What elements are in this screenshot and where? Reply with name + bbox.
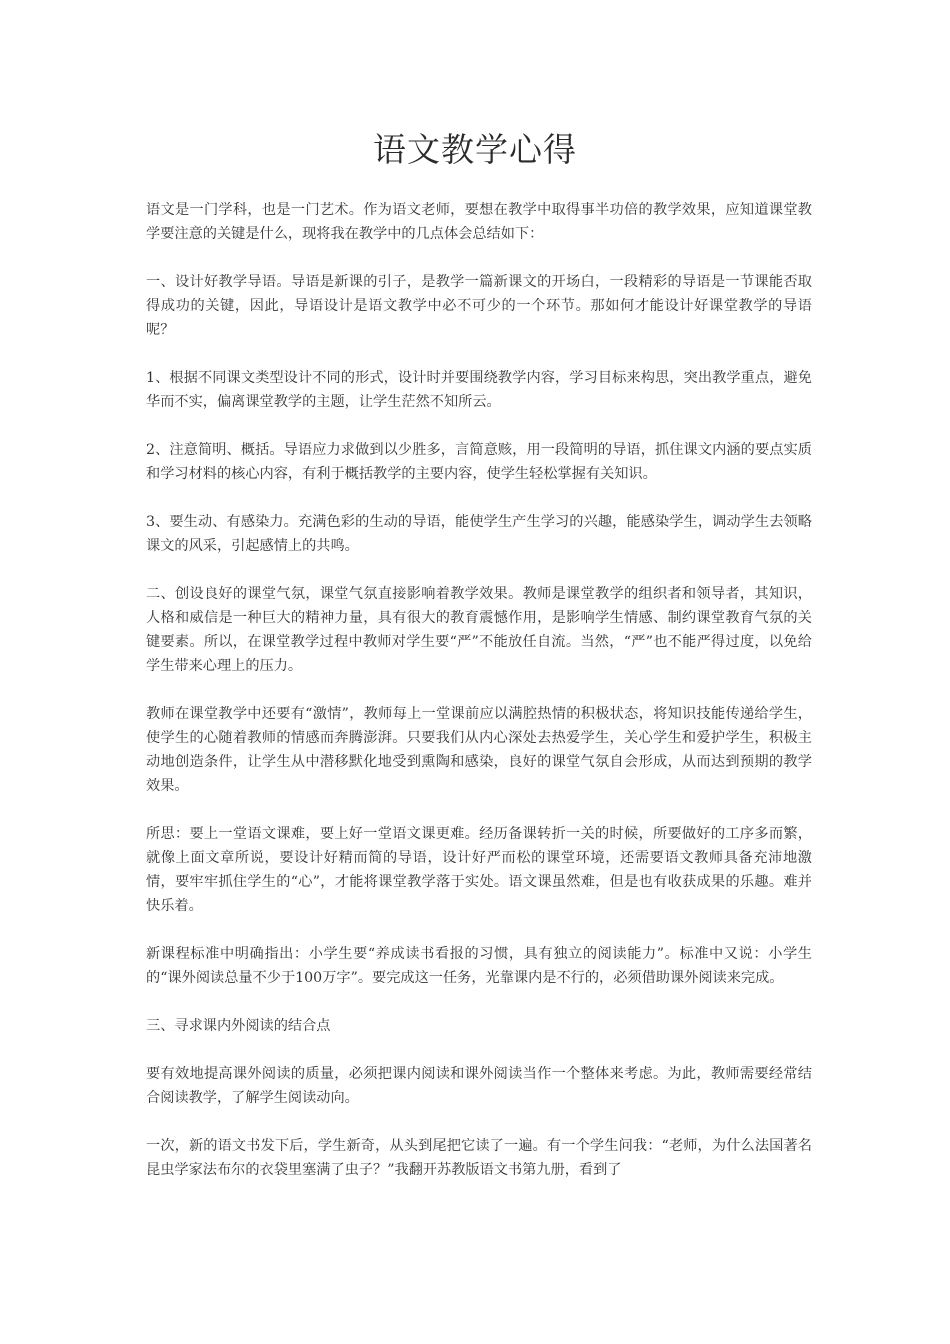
paragraph-anecdote: 一次，新的语文书发下后，学生新奇，从头到尾把它读了一遍。有一个学生问我：“老师，为什么法国著名昆虫学家法布尔的衣袋里塞满了虫子？”我翻开苏教版语文书第九册，看到了 [146,1138,812,1178]
paragraph-reflection: 所思：要上一堂语文课难，要上好一堂语文课更难。经历备课转折一关的时候，所要做好的工序多而繁，就像上面文章所说，要设计好精而简的导语，设计好严而松的课堂环境，还需要语文教师具备充沛地激情，要牢牢抓住学生的“心”，才能将课堂教学落于实处。语文课虽然难，但是也有收获成果的乐趣。难并快乐着。 [146,826,812,914]
paragraph-section-2: 二、创设良好的课堂气氛，课堂气氛直接影响着教学效果。教师是课堂教学的组织者和领导者，其知识，人格和威信是一种巨大的精神力量，具有很大的教育震憾作用，是影响学生情感、制约课堂教育气氛的关键要素。所以，在课堂教学过程中教师对学生要“严”不能放任自流。当然，“严”也不能严得过度，以免给学生带来心理上的压力。 [146,586,812,674]
paragraph-reading-integration: 要有效地提高课外阅读的质量，必须把课内阅读和课外阅读当作一个整体来考虑。为此，教师需要经常结合阅读教学，了解学生阅读动向。 [146,1066,812,1106]
paragraph-point-3: 3、要生动、有感染力。充满色彩的生动的导语，能使学生产生学习的兴趣，能感染学生，调动学生去领略课文的风采，引起感情上的共鸣。 [146,514,812,554]
paragraph-section-3-heading: 三、寻求课内外阅读的结合点 [146,1018,331,1034]
paragraph-section-1: 一、设计好教学导语。导语是新课的引子，是教学一篇新课文的开场白，一段精彩的导语是一节课能否取得成功的关键，因此，导语设计是语文教学中必不可少的一个环节。那如何才能设计好课堂教学的导语呢？ [146,274,812,338]
paragraph-passion: 教师在课堂教学中还要有“激情”，教师每上一堂课前应以满腔热情的积极状态，将知识技能传递给学生，使学生的心随着教师的情感而奔腾澎湃。只要我们从内心深处去热爱学生，关心学生和爱护学生，积极主动地创造条件，让学生从中潜移默化地受到熏陶和感染，良好的课堂气氛自会形成，从而达到预期的教学效果。 [146,706,812,794]
document-body [146,198,812,1206]
paragraph-curriculum: 新课程标准中明确指出：小学生要“养成读书看报的习惯，具有独立的阅读能力”。标准中又说：小学生的“课外阅读总量不少于100万字”。要完成这一任务，光靠课内是不行的，必须借助课外阅读来完成。 [146,946,812,986]
document-title: 语文教学心得 [373,130,577,169]
paragraph-point-2: 2、注意简明、概括。导语应力求做到以少胜多，言简意赅，用一段简明的导语，抓住课文内涵的要点实质和学习材料的核心内容，有利于概括教学的主要内容，使学生轻松掌握有关知识。 [146,442,812,482]
paragraph-intro: 语文是一门学科，也是一门艺术。作为语文老师，要想在教学中取得事半功倍的教学效果，应知道课堂教学要注意的关键是什么，现将我在教学中的几点体会总结如下： [146,202,812,242]
paragraph-point-1: 1、根据不同课文类型设计不同的形式，设计时并要围绕教学内容，学习目标来构思，突出教学重点，避免华而不实，偏离课堂教学的主题，让学生茫然不知所云。 [146,370,812,410]
